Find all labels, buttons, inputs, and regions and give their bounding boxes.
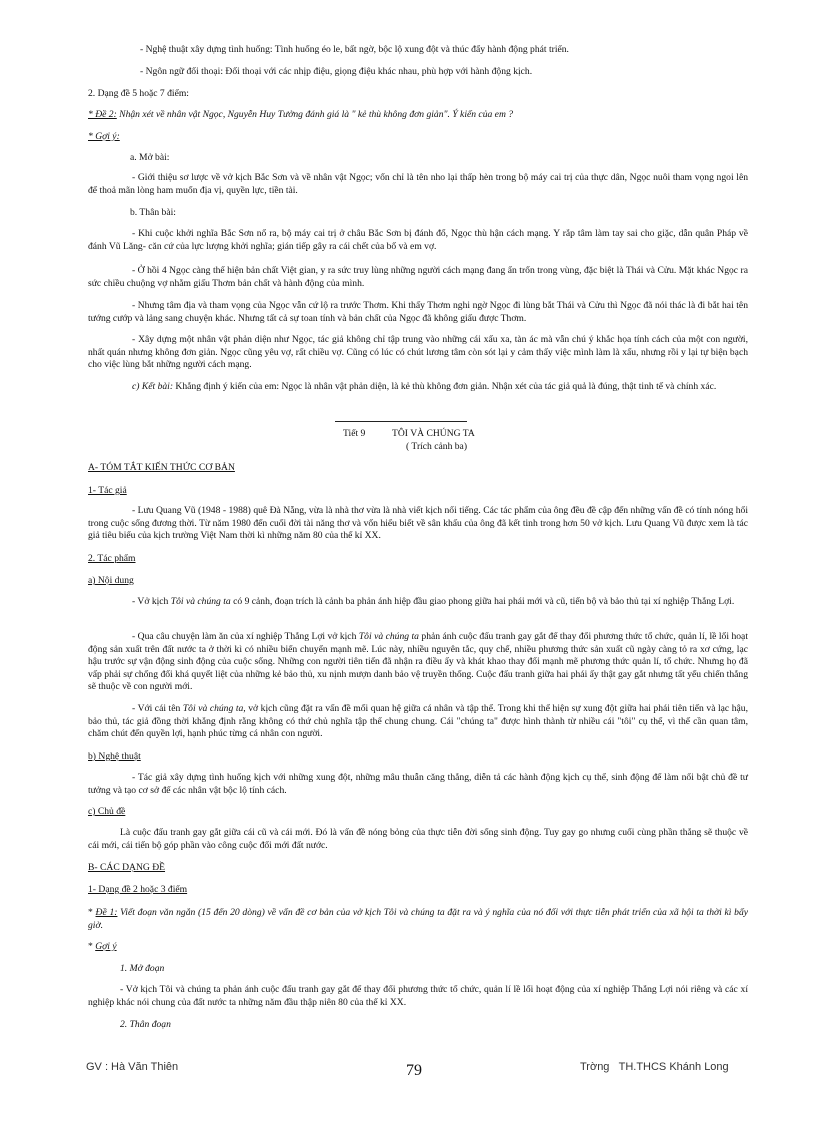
work-title: Tôi và chúng ta <box>170 596 231 607</box>
paragraph-than-bai-4: - Xây dựng một nhân vật phản diện như Ngọc, tác giả không chỉ tập trung vào những cái xấu xa, tàn ác mà vẫn chú ý khắc họa tính cách của một con người, nhất quán nhưng không đơn giản. Ngọc cũng yêu vợ, rất chiều vợ. Cũng có lúc có chút lương tâm còn sót lại y cảm thấy việc mình làm là xấu, nhưng rồi y lại tự biện bạch cho việc lùng bắt những người cách mạng. <box>88 334 748 371</box>
text-ket-bai: Khẳng định ý kiến của em: Ngọc là nhân vật phản diện, là kẻ thù không đơn giản. Nhận xét của tác giả quả là đúng, thật tinh tế và chính xác. <box>173 381 717 392</box>
heading-tac-gia: 1- Tác giả <box>88 485 127 496</box>
footer-school-name: TH.THCS Khánh Long <box>618 1061 729 1073</box>
bullet-ngon-ngu: - Ngôn ngữ đối thoại: Đối thoại với các nhịp điệu, giọng điệu khác nhau, phù hợp với hành động kịch. <box>140 66 533 77</box>
heading-section-a: A- TÓM TẮT KIẾN THỨC CƠ BẢN <box>88 462 235 473</box>
heading-than-doan: 2. Thân đoạn <box>120 1019 171 1030</box>
paragraph-chu-de: Là cuộc đấu tranh gay gắt giữa cái cũ và cái mới. Đó là vấn đề nóng bỏng của thực tiễn đời sống sinh động. Tuy gay go nhưng cuối cùng phần thắng sẽ thuộc về cái mới, cái tiến bộ góp phần vào công cuộc đổi mới đất nước. <box>88 827 748 851</box>
text-segment: - Qua câu chuyện làm ăn của xí nghiệp Thắng Lợi vở kịch <box>132 631 359 642</box>
heading-noi-dung: a) Nội dung <box>88 575 134 586</box>
footer-school <box>580 1061 729 1073</box>
heading-tac-pham: 2. Tác phẩm <box>88 553 136 564</box>
footer-school-prefix: Trờng <box>580 1061 610 1073</box>
paragraph-noi-dung-3 <box>88 703 748 741</box>
heading-chu-de: c) Chủ đề <box>88 806 126 817</box>
heading-section-b: B- CÁC DẠNG ĐỀ <box>88 862 166 873</box>
asterisk: * <box>88 941 96 952</box>
question-de-1 <box>88 907 748 932</box>
paragraph-ket-bai <box>88 381 748 394</box>
text-segment: phản ánh cuộc đấu tranh gay gắt để thay đổi phương thức tổ chức, quản lí, lề lối hoạt động sản xuất trên đất nước ta ở thời kì có nhiều biến chuyển mạnh mẽ. Lúc này, nhiều nguyên tắc, quy chế, nhiều phương thức sản xuất cũ ngày càng tỏ ra xơ cứng, lạc hậu trước sự vận động sinh động của cuộc sống. Những con người tiên tiến đã nhận ra điều ấy và khát khao thay đổi mạnh mẽ phương thức quản lí, tổ chức. Nhưng họ đã vấp phải sự chống đối khá quyết liệt của những kẻ bảo thủ, xu nịnh mượn danh bảo vệ truyền thống. Cuộc đấu tranh giữa hai phái ấy thật gay gắt nhưng tất yếu chiến thắng sẽ thuộc về con người mới. <box>88 631 748 693</box>
text-de-2: Nhận xét về nhân vật Ngọc, Nguyễn Huy Tưởng đánh giá là " kẻ thù không đơn giản". Ý kiến của em ? <box>116 109 514 120</box>
paragraph-nghe-thuat: - Tác giả xây dựng tình huống kịch với những xung đột, những mâu thuẫn căng thẳng, diễn tả các hành động kịch cụ thể, sinh động để làm nổi bật chủ đề tư tưởng và tạo cơ sở để các nhân vật bộc lộ tính cách. <box>88 772 748 796</box>
text-de-1: Viết đoạn văn ngắn (15 đến 20 dòng) về vấn đề cơ bản của vở kịch Tôi và chúng ta đặt ra và ý nghĩa của nó đối với thực tiễn phát triển của xã hội ta thời kì bấy giờ. <box>88 907 748 931</box>
heading-dang-de: 2. Dạng đề 5 hoặc 7 điểm: <box>88 88 189 99</box>
goi-y-text: Gợi ý <box>95 941 117 952</box>
work-title: Tôi và chúng ta <box>358 631 419 642</box>
paragraph-than-bai-1: - Khi cuộc khởi nghĩa Bắc Sơn nổ ra, bộ máy cai trị ở châu Bắc Sơn bị đánh đổ, Ngọc thù hận cách mạng. Y rắp tâm làm tay sai cho giặc, dẫn quân Pháp về đánh Vũ Lăng- căn cứ của lực lượng khởi nghĩa; gián tiếp gây ra cái chết của bố và em vợ. <box>88 228 748 252</box>
paragraph-than-bai-3: - Nhưng tâm địa và tham vọng của Ngọc vẫn cứ lộ ra trước Thơm. Khi thấy Thơm nghi ngờ Ngọc đi lùng bắt Thái và Cửu thì Ngọc đã nói thác là đi bắt hai tên tướng cướp và lảng sang chuyện khác. Nhưng tất cả sự toan tính và bản chất của Ngọc đã không giấu được Thơm. <box>88 300 748 324</box>
paragraph-noi-dung-1 <box>88 596 748 609</box>
lesson-subtitle: ( Trích cảnh ba) <box>406 441 468 452</box>
text-segment: - Với cái tên <box>132 703 183 714</box>
page-number: 79 <box>406 1062 422 1079</box>
bullet-tinh-huong: - Nghệ thuật xây dựng tình huống: Tình huống éo le, bất ngờ, bộc lộ xung đột và thúc đẩy hành động phát triển. <box>140 44 569 55</box>
footer-teacher: GV : Hà Văn Thiên <box>86 1061 179 1073</box>
heading-dang-de-1: 1- Dạng đề 2 hoặc 3 điểm <box>88 884 188 895</box>
paragraph-tac-gia: - Lưu Quang Vũ (1948 - 1988) quê Đà Nẵng, vừa là nhà thơ vừa là nhà viết kịch nổi tiếng. Các tác phẩm của ông đều đề cập đến những vấn đề có tính nóng hổi trong cuộc sống đương thời. Từ năm 1980 đến cuối đời tài năng thơ và vốn hiểu biết về sân khấu của ông đã kết tinh trong hơn 50 vở kịch. Lưu Quang Vũ được xem là tác giả tiêu biểu của kịch trường Việt Nam thời kì những năm 80 của thế kỉ XX. <box>88 505 748 542</box>
paragraph-than-bai-2: - Ở hồi 4 Ngọc càng thể hiện bản chất Việt gian, y ra sức truy lùng những người cách mạng đang ẩn trốn trong vùng, đặc biệt là Thái và Cửu. Mặt khác Ngọc ra sức chiều chuộng vợ nhằm giấu Thơm bản chất và hành động của mình. <box>88 265 748 289</box>
heading-mo-bai: a. Mở bài: <box>130 152 170 163</box>
work-title: Tôi và chúng ta <box>182 703 244 714</box>
text-segment: , vở kịch cũng đặt ra vấn đề mối quan hệ giữa cá nhân và tập thể. Trong khi thể hiện sự xung đột giữa hai phái tiên tiến và lạc hậu, bảo thủ, tác giả đồng thời khẳng định rằng không có thứ chủ nghĩa tập thể chung chung. Cái "chúng ta" được hình thành từ nhiều cái "tôi" cụ thể, vì thế cần quan tâm, chăm chút đến quyền lợi, hạnh phúc từng cá nhân con người. <box>88 703 748 740</box>
label-de-2: * Đề 2: <box>88 109 117 120</box>
paragraph-noi-dung-2 <box>88 631 748 694</box>
section-divider <box>335 421 467 422</box>
heading-mo-doan: 1. Mở đoạn <box>120 963 165 974</box>
paragraph-mo-bai: - Giới thiệu sơ lược về vở kịch Bắc Sơn và về nhân vật Ngọc; vốn chỉ là tên nho lại thấp hèn trong bộ máy cai trị của thực dân, Ngọc nuôi tham vọng ngoi lên để thoả mãn lòng ham muốn địa vị, quyền lực, tiền tài. <box>88 172 748 196</box>
label-goi-y: * Gợi ý: <box>88 131 120 142</box>
heading-nghe-thuat: b) Nghệ thuật <box>88 751 141 762</box>
label-de-1: Đề 1: <box>95 907 118 918</box>
heading-than-bai: b. Thân bài: <box>130 207 176 218</box>
label-goi-y-2 <box>88 941 117 954</box>
paragraph-mo-doan: - Vở kịch Tôi và chúng ta phản ánh cuộc đấu tranh gay gắt để thay đổi phương thức tổ chức, quản lí lề lối hoạt động của xí nghiệp Thắng Lợi nói riêng và các xí nghiệp khác nói chung của đất nước ta những năm đầu thập niên 80 của thế kỉ XX. <box>88 984 748 1008</box>
question-de-2 <box>88 109 748 122</box>
label-ket-bai: c) Kết bài: <box>132 381 174 392</box>
text-segment: - Vở kịch <box>132 596 171 607</box>
text-segment: có 9 cảnh, đoạn trích là cảnh ba phản ánh hiệp đầu giao phong giữa hai phái mới và cũ, tiến bộ và bảo thủ tại xí nghiệp Thắng Lợi. <box>230 596 735 607</box>
lesson-number: Tiết 9 <box>343 428 366 439</box>
asterisk: * <box>88 907 96 918</box>
lesson-title: TÔI VÀ CHÚNG TA <box>392 428 475 439</box>
